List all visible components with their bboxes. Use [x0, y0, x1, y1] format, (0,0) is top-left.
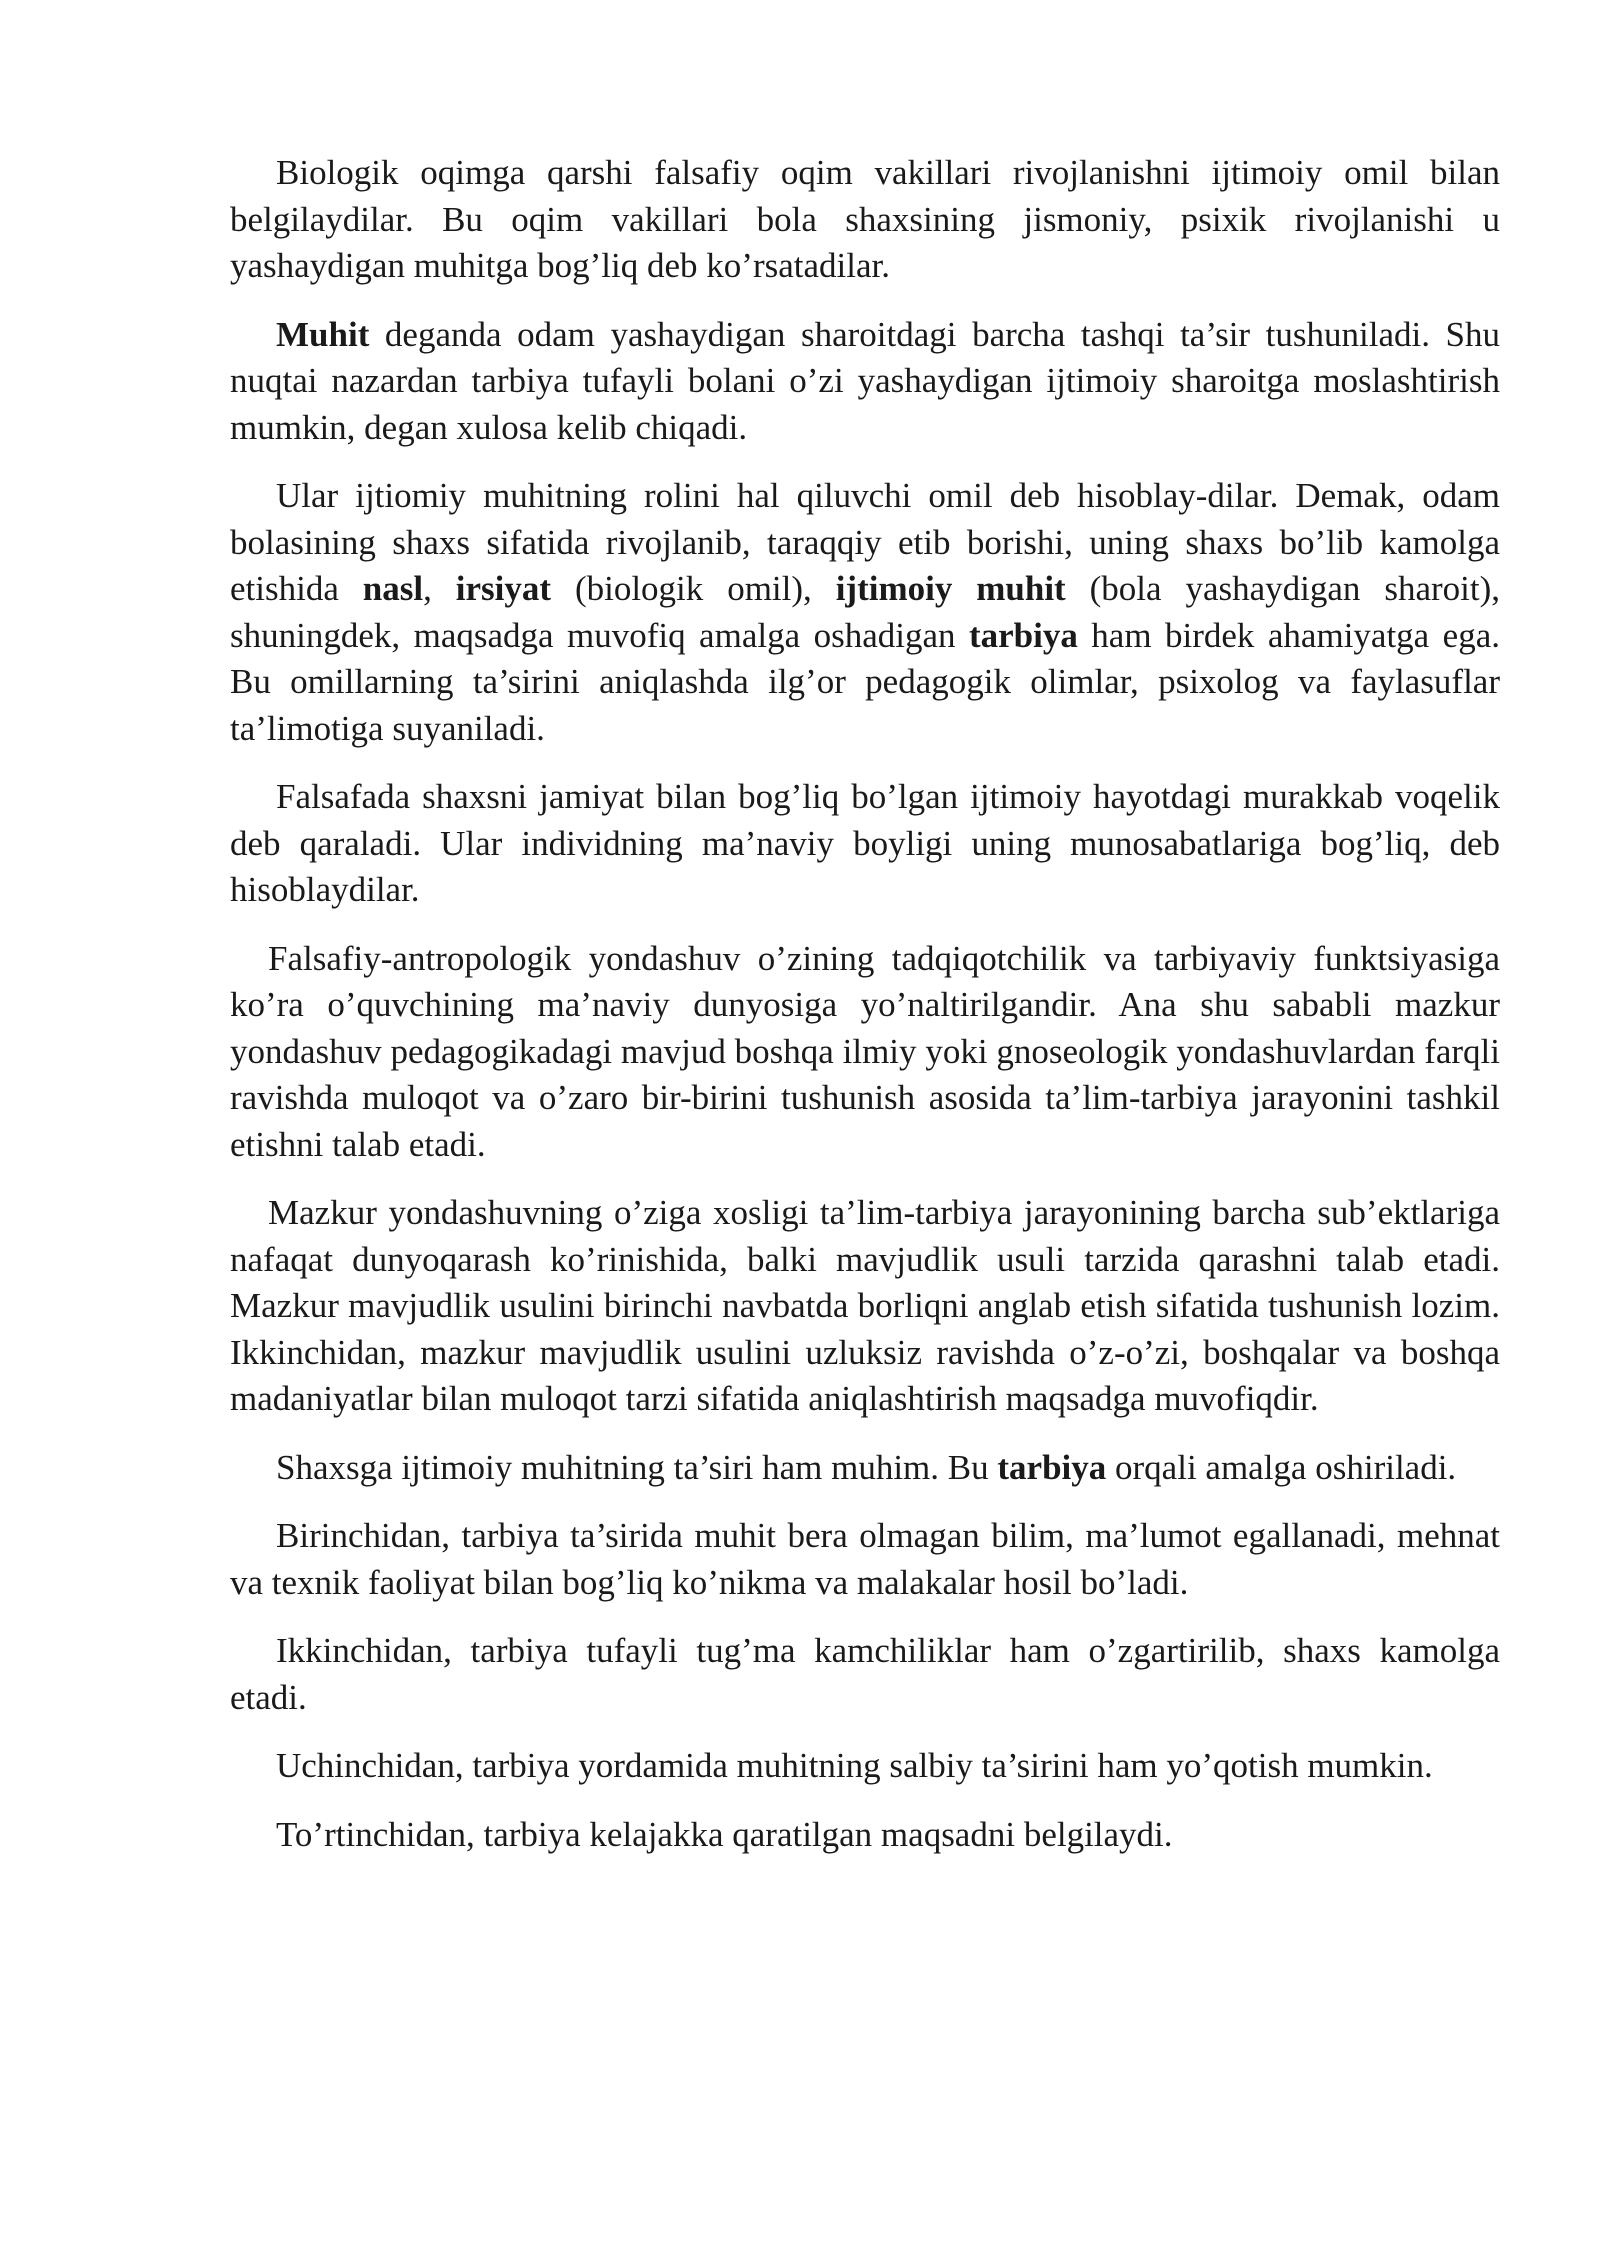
text-run: Falsafiy-antropologik yondashuv o’zining tadqiqotchilik va tarbiyaviy funktsiyasiga ko’ra o’quvchining ma’naviy dunyosiga yo’naltirilgandir. Ana shu sababli mazkur yondashuv pedagogikadagi mavjud boshqa ilmiy yoki gnoseologik yondashuvlardan farqli ravishda muloqot va o’zaro bir-birini tushunish asosida ta’lim-tarbiya jarayonini tashkil etishni talab etadi.	[230, 938, 1500, 1164]
bold-term-irsiyat: irsiyat	[455, 569, 552, 608]
text-run: (bola yashaydigan sharoit), shuningdek, maqsadga muvofiq amalga oshadigan	[230, 569, 1500, 655]
text-run: Birinchidan, tarbiya ta’sirida muhit bera olmagan bilim, ma’lumot egallanadi, mehnat va texnik faoliyat bilan bog’liq ko’nikma va malakalar hosil bo’ladi.	[230, 1516, 1500, 1602]
text-run: Uchinchidan, tarbiya yordamida muhitning salbiy ta’sirini ham yo’qotish mumkin.	[276, 1746, 1433, 1785]
paragraph-4	[230, 774, 1500, 914]
paragraph-5	[230, 936, 1500, 1169]
text-run: Falsafada shaxsni jamiyat bilan bog’liq bo’lgan ijtimoiy hayotdagi murakkab voqelik deb qaraladi. Ular individning ma’naviy boyligi uning munosabatlariga bog’liq, deb hisoblaydilar.	[230, 777, 1500, 909]
text-run: Shaxsga ijtimoiy muhitning ta’siri ham muhim. Bu	[276, 1447, 998, 1487]
text-run: (biologik omil),	[551, 569, 836, 608]
paragraph-10	[230, 1743, 1500, 1790]
text-run: Ular ijtiomiy muhitning rolini hal qiluvchi omil deb hisoblay-dilar. Demak, odam bolasining shaxs sifatida rivojlanib, taraqqiy etib borishi, uning shaxs bo’lib kamolga etishida	[230, 476, 1500, 608]
paragraph-1	[230, 150, 1500, 290]
paragraph-11	[230, 1812, 1500, 1859]
text-run: Ikkinchidan, tarbiya tufayli tug’ma kamchiliklar ham o’zgartirilib, shaxs kamolga etadi.	[230, 1631, 1500, 1717]
paragraph-2	[230, 312, 1500, 452]
text-run: Biologik oqimga qarshi falsafiy oqim vakillari rivojlanishni ijtimoiy omil bilan belgilaydilar. Bu oqim vakillari bola shaxsining jismoniy, psixik rivojlanishi u yashaydigan muhitga bog’liq deb ko’rsatadilar.	[230, 153, 1500, 285]
text-run: orqali amalga oshiriladi.	[1106, 1447, 1457, 1487]
text-run: Mazkur yondashuvning o’ziga xosligi ta’lim-tarbiya jarayonining barcha sub’ektlariga nafaqat dunyoqarash ko’rinishida, balki mavjudlik usuli tarzida qarashni talab etadi. Mazkur mavjudlik usulini birinchi navbatda borliqni anglab etish sifatida tushunish lozim. Ikkinchidan, mazkur mavjudlik usulini uzluksiz ravishda o’z-o’zi, boshqalar va boshqa madaniyatlar bilan muloqot tarzi sifatida aniqlashtirish maqsadga muvofiqdir.	[230, 1193, 1500, 1418]
bold-term-tarbiya: tarbiya	[968, 615, 1078, 655]
paragraph-8	[230, 1513, 1500, 1606]
paragraph-9	[230, 1628, 1500, 1721]
text-run: deganda odam yashaydigan sharoitdagi barcha tashqi ta’sir tushuniladi. Shu nuqtai nazardan tarbiya tufayli bolani o’zi yashaydigan ijtimoiy sharoitga moslashtirish mumkin, degan xulosa kelib chiqadi.	[230, 314, 1500, 447]
text-run: ,	[423, 569, 456, 608]
bold-term-nasl: nasl	[362, 569, 424, 608]
paragraph-7	[230, 1445, 1500, 1492]
bold-term-ijtimoiy-muhit: ijtimoiy muhit	[835, 569, 1066, 608]
text-run: To’rtinchidan, tarbiya kelajakka qaratilgan maqsadni belgilaydi.	[276, 1814, 1173, 1854]
document-page	[230, 150, 1500, 1880]
paragraph-3	[230, 473, 1500, 752]
bold-term-tarbiya: tarbiya	[997, 1447, 1107, 1487]
paragraph-6	[230, 1190, 1500, 1423]
bold-term-muhit: Muhit	[276, 314, 370, 354]
text-run: ham birdek ahamiyatga ega. Bu omillarning ta’sirini aniqlashda ilg’or pedagogik olimlar, psixolog va faylasuflar ta’limotiga suyaniladi.	[230, 615, 1500, 748]
